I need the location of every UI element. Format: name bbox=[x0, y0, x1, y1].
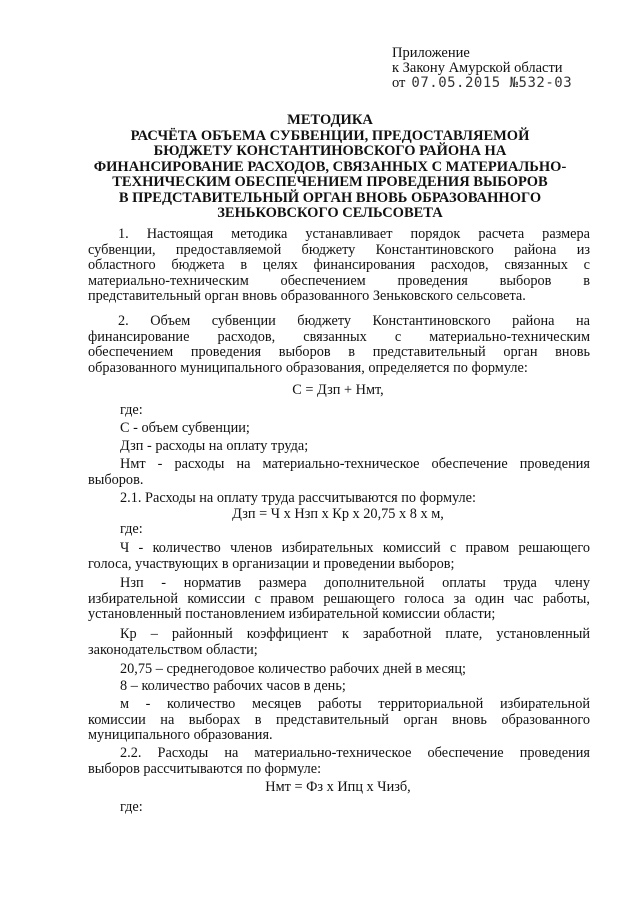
formula-labor: Дзп = Ч х Нзп х Кр х 20,75 х 8 х м, bbox=[232, 506, 444, 522]
paragraph-line: 2.2. Расходы на материально-техническое обеспечение проведения bbox=[120, 745, 590, 761]
title-line: В ПРЕДСТАВИТЕЛЬНЫЙ ОРГАН ВНОВЬ ОБРАЗОВАННОГО bbox=[118, 189, 542, 206]
definition-nmt bbox=[88, 457, 590, 488]
appendix-note bbox=[392, 46, 572, 91]
where-label-2: где: bbox=[120, 521, 143, 537]
paragraph-line: голоса, участвующих в организации и проведении выборов; bbox=[88, 555, 455, 572]
appendix-line-3 bbox=[392, 76, 572, 91]
appendix-line-2: к Закону Амурской области bbox=[392, 60, 563, 76]
definition-nzp bbox=[88, 576, 590, 623]
definition-c: С - объем субвенции; bbox=[120, 420, 250, 436]
definition-8: 8 – количество рабочих часов в день; bbox=[120, 678, 346, 694]
paragraph-line: финансирование расходов, связанных с материально-техническим bbox=[88, 328, 590, 345]
paragraph-line: Кр – районный коэффициент к заработной плате, установленный bbox=[120, 626, 590, 642]
definition-m bbox=[88, 697, 590, 744]
paragraph-line: Ч - количество членов избирательных комиссий с правом решающего bbox=[120, 540, 590, 556]
paragraph-line: выборов рассчитываются по формуле: bbox=[88, 760, 322, 777]
paragraph-line: обеспечением проведения выборов в представительный орган вновь bbox=[88, 344, 590, 361]
formula-total: С = Дзп + Нмт, bbox=[292, 382, 384, 398]
appendix-line-1: Приложение bbox=[392, 45, 470, 61]
title-line: МЕТОДИКА bbox=[287, 112, 373, 128]
document-title bbox=[70, 113, 590, 222]
title-line: ЗЕНЬКОВСКОГО СЕЛЬСОВЕТА bbox=[217, 205, 443, 221]
title-line: ФИНАНСИРОВАНИЕ РАСХОДОВ, СВЯЗАННЫХ С МАТЕРИАЛЬНО- bbox=[93, 158, 567, 175]
paragraph-line: 2. Объем субвенции бюджету Константиновского района на bbox=[118, 313, 590, 329]
title-line: БЮДЖЕТУ КОНСТАНТИНОВСКОГО РАЙОНА НА bbox=[153, 143, 507, 159]
registration-stamp: 07.05.2015 №532-03 bbox=[411, 75, 573, 91]
paragraph-2 bbox=[88, 314, 590, 376]
paragraph-line: комиссии на выборах в представительный орган вновь образованного bbox=[88, 711, 590, 728]
section-2-1: 2.1. Расходы на оплату труда рассчитываются по формуле: bbox=[120, 490, 477, 506]
paragraph-line: Нзп - норматив размера дополнительной оплаты труда члену bbox=[120, 575, 590, 591]
paragraph-line: материально-техническим обеспечением проведения выборов в bbox=[88, 272, 590, 289]
paragraph-line: избирательной комиссии с правом решающего голоса за один час работы, bbox=[88, 590, 590, 607]
definition-kr bbox=[88, 627, 590, 658]
where-label-3: где: bbox=[120, 799, 143, 815]
paragraph-line: образованного муниципального образования, определяется по формуле: bbox=[88, 359, 528, 376]
paragraph-line: законодательством области; bbox=[88, 641, 258, 658]
formula-material: Нмт = Фз х Ипц х Чизб, bbox=[265, 779, 411, 795]
where-label-1: где: bbox=[120, 402, 143, 418]
paragraph-line: субвенции, предоставляемой бюджету Константиновского района из bbox=[88, 241, 590, 258]
paragraph-line: муниципального образования. bbox=[88, 727, 273, 744]
paragraph-line: областного бюджета в целях финансирования расходов, связанных с bbox=[88, 257, 590, 274]
paragraph-line: установленный постановлением избирательной комиссии области; bbox=[88, 606, 496, 623]
paragraph-line: м - количество месяцев работы территориальной избирательной bbox=[120, 696, 590, 712]
paragraph-line: Нмт - расходы на материально-техническое обеспечение проведения bbox=[120, 456, 590, 472]
definition-ch bbox=[88, 541, 590, 572]
paragraph-line: представительный орган вновь образованного Зеньковского сельсовета. bbox=[88, 288, 526, 305]
paragraph-line: выборов. bbox=[88, 471, 144, 488]
section-2-2 bbox=[88, 746, 590, 777]
definition-dzp: Дзп - расходы на оплату труда; bbox=[120, 438, 309, 454]
paragraph-line: 1. Настоящая методика устанавливает порядок расчета размера bbox=[118, 226, 590, 242]
appendix-date-prefix: от bbox=[392, 75, 406, 91]
title-line: ТЕХНИЧЕСКИМ ОБЕСПЕЧЕНИЕМ ПРОВЕДЕНИЯ ВЫБОРОВ bbox=[112, 174, 548, 190]
paragraph-1 bbox=[88, 227, 590, 305]
definition-2075: 20,75 – среднегодовое количество рабочих дней в месяц; bbox=[120, 661, 467, 677]
title-line: РАСЧЁТА ОБЪЕМА СУБВЕНЦИИ, ПРЕДОСТАВЛЯЕМОЙ bbox=[130, 127, 530, 144]
